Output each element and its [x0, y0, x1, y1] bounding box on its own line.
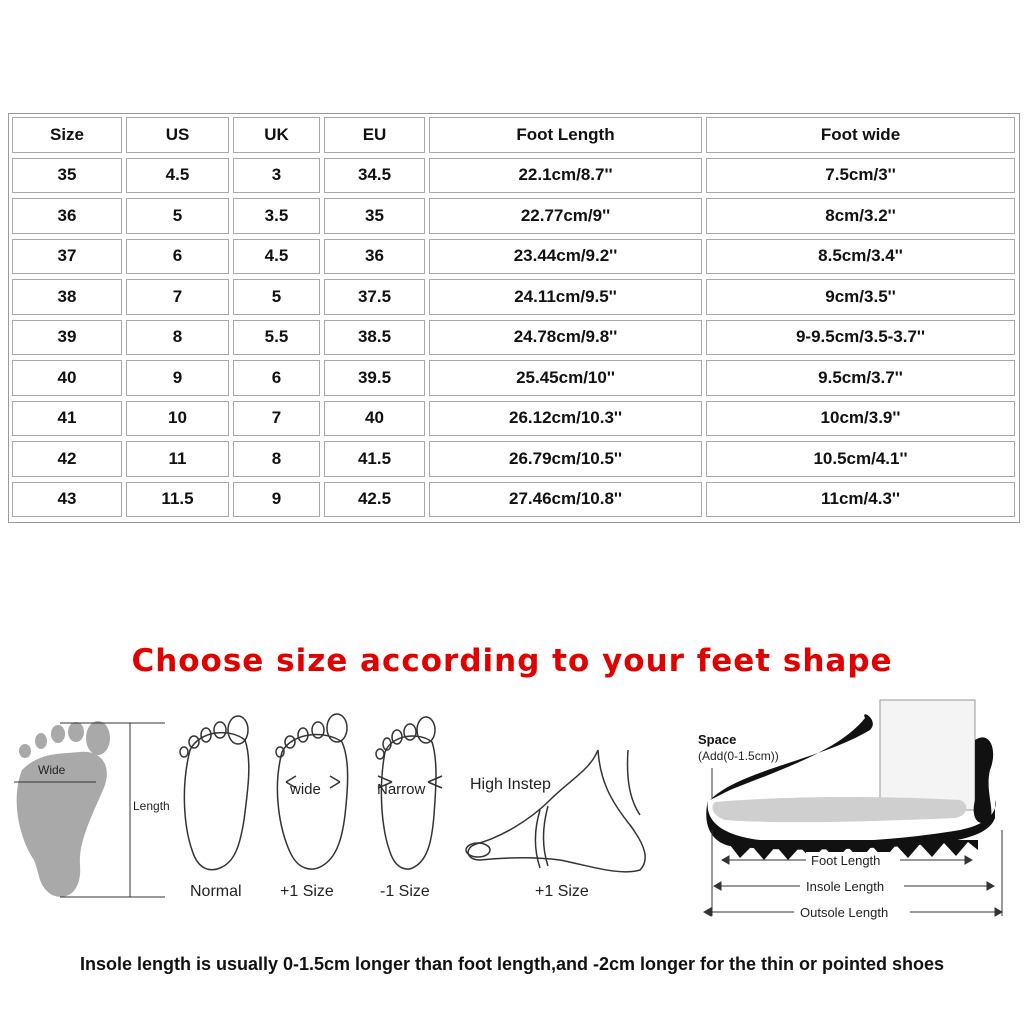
table-cell-foot-length: 24.78cm/9.8'': [429, 320, 702, 356]
table-cell-eu: 36: [324, 239, 425, 275]
toe: [68, 722, 84, 742]
table-cell-eu: 35: [324, 198, 425, 234]
table-cell-eu: 40: [324, 401, 425, 437]
column-header-us: US: [126, 117, 229, 153]
column-header-size: Size: [12, 117, 122, 153]
table-cell-us: 7: [126, 279, 229, 315]
table-cell-size: 42: [12, 441, 122, 477]
toe: [19, 744, 31, 758]
insole-note: Insole length is usually 0-1.5cm longer than foot length,and -2cm longer for the thin or pointed shoes: [79, 954, 945, 974]
table-cell-foot-wide: 8.5cm/3.4'': [706, 239, 1015, 275]
outsole-length-label: Outsole Length: [800, 905, 889, 920]
toe: [35, 733, 47, 749]
foot-narrow-hint: Narrow: [377, 781, 426, 798]
table-cell-foot-length: 27.46cm/10.8'': [429, 482, 702, 518]
column-header-foot-wide: Foot wide: [706, 117, 1015, 153]
table-cell-size: 38: [12, 279, 122, 315]
table-cell-us: 9: [126, 360, 229, 396]
high-instep-title: High Instep: [470, 776, 551, 793]
big-toe: [86, 721, 110, 755]
table-cell-eu: 37.5: [324, 279, 425, 315]
table-cell-us: 10: [126, 401, 229, 437]
table-cell-uk: 4.5: [233, 239, 320, 275]
table-cell-us: 4.5: [126, 158, 229, 194]
table-cell-uk: 3: [233, 158, 320, 194]
foot-measure-illustration: [14, 721, 170, 897]
foot-wide-hint: wide: [290, 781, 321, 798]
table-cell-eu: 42.5: [324, 482, 425, 518]
table-cell-us: 11.5: [126, 482, 229, 518]
table-cell-uk: 6: [233, 360, 320, 396]
headline: Choose size according to your feet shape: [131, 643, 893, 679]
foot-narrow-label: -1 Size: [380, 883, 430, 900]
table-cell-us: 11: [126, 441, 229, 477]
table-cell-uk: 5: [233, 279, 320, 315]
table-cell-uk: 8: [233, 441, 320, 477]
foot-normal: [180, 716, 249, 870]
insole-length-label: Insole Length: [806, 879, 885, 894]
foot-diagram: [0, 690, 1024, 930]
table-cell-foot-length: 25.45cm/10'': [429, 360, 702, 396]
table-cell-eu: 41.5: [324, 441, 425, 477]
toe: [51, 725, 65, 743]
table-cell-foot-wide: 11cm/4.3'': [706, 482, 1015, 518]
space-note: (Add(0-1.5cm)): [698, 749, 779, 763]
table-cell-foot-length: 22.1cm/8.7'': [429, 158, 702, 194]
table-cell-size: 35: [12, 158, 122, 194]
table-cell-uk: 3.5: [233, 198, 320, 234]
foot-wide-label: +1 Size: [280, 883, 334, 900]
foot-length-label: Foot Length: [811, 853, 881, 868]
table-cell-size: 40: [12, 360, 122, 396]
table-cell-foot-wide: 7.5cm/3'': [706, 158, 1015, 194]
column-header-eu: EU: [324, 117, 425, 153]
table-cell-size: 41: [12, 401, 122, 437]
table-cell-foot-wide: 9cm/3.5'': [706, 279, 1015, 315]
table-cell-us: 8: [126, 320, 229, 356]
table-cell-foot-length: 26.12cm/10.3'': [429, 401, 702, 437]
table-cell-uk: 5.5: [233, 320, 320, 356]
high-instep-illustration: [466, 750, 645, 872]
table-cell-uk: 9: [233, 482, 320, 518]
table-cell-eu: 38.5: [324, 320, 425, 356]
table-cell-foot-wide: 9-9.5cm/3.5-3.7'': [706, 320, 1015, 356]
table-cell-size: 37: [12, 239, 122, 275]
high-instep-label: +1 Size: [535, 883, 589, 900]
table-cell-eu: 39.5: [324, 360, 425, 396]
wide-label: Wide: [38, 763, 66, 777]
column-header-uk: UK: [233, 117, 320, 153]
space-title: Space: [698, 732, 737, 747]
table-cell-foot-length: 22.77cm/9'': [429, 198, 702, 234]
size-chart-table: [8, 113, 1020, 523]
table-cell-foot-length: 23.44cm/9.2'': [429, 239, 702, 275]
table-cell-foot-wide: 10cm/3.9'': [706, 401, 1015, 437]
length-label: Length: [133, 799, 170, 813]
table-cell-uk: 7: [233, 401, 320, 437]
table-cell-us: 6: [126, 239, 229, 275]
table-cell-eu: 34.5: [324, 158, 425, 194]
table-cell-size: 36: [12, 198, 122, 234]
column-header-foot-length: Foot Length: [429, 117, 702, 153]
table-cell-foot-wide: 8cm/3.2'': [706, 198, 1015, 234]
foot-normal-label: Normal: [190, 883, 242, 900]
table-cell-foot-wide: 10.5cm/4.1'': [706, 441, 1015, 477]
table-cell-size: 43: [12, 482, 122, 518]
table-cell-foot-wide: 9.5cm/3.7'': [706, 360, 1015, 396]
table-cell-size: 39: [12, 320, 122, 356]
table-cell-foot-length: 24.11cm/9.5'': [429, 279, 702, 315]
table-cell-foot-length: 26.79cm/10.5'': [429, 441, 702, 477]
shoe-cross-section: [706, 700, 995, 860]
table-cell-us: 5: [126, 198, 229, 234]
